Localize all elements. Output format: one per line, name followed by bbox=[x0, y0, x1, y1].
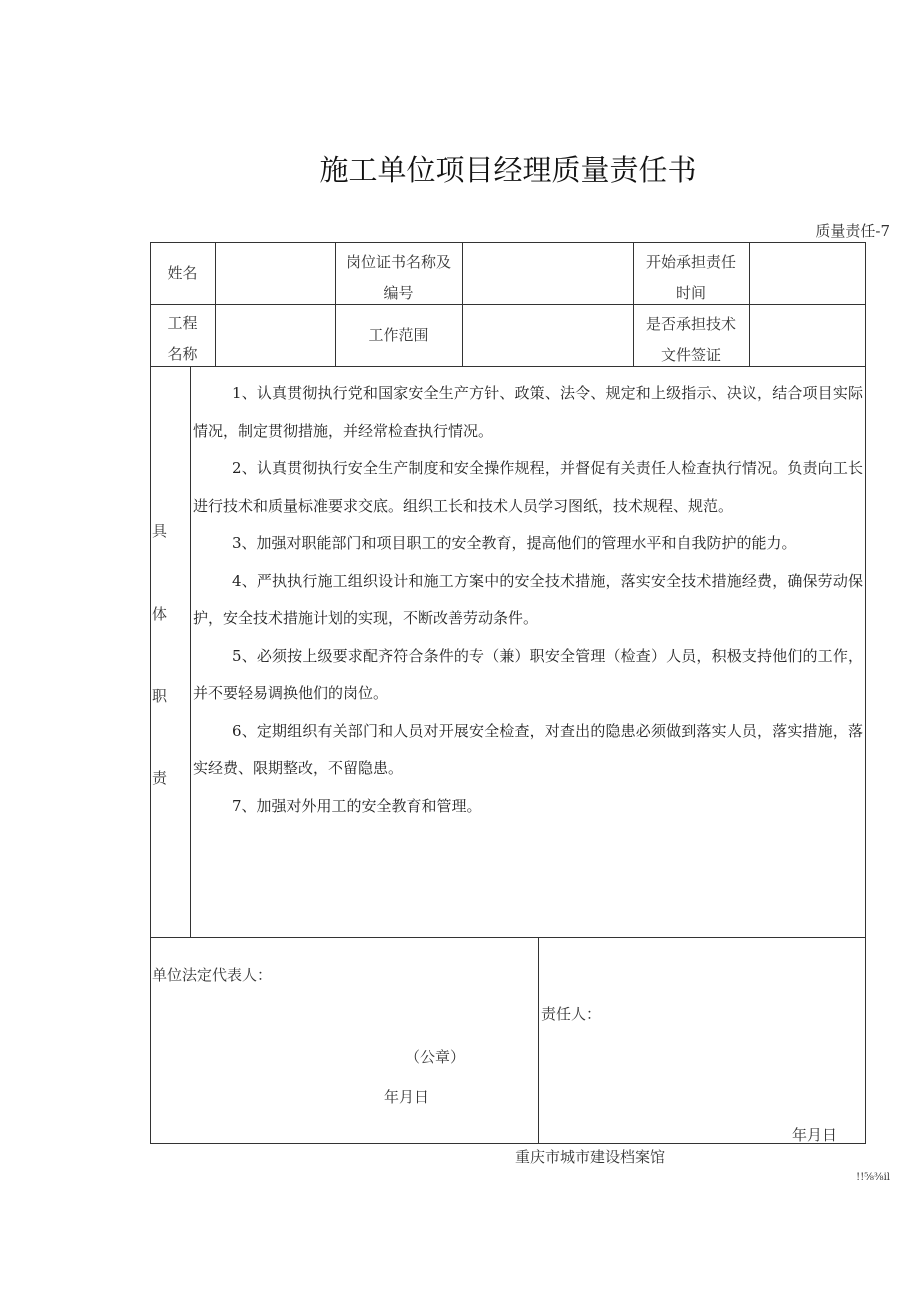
legal-rep-label: 单位法定代表人： bbox=[152, 966, 273, 984]
cert-label-line1: 岗位证书名称及 bbox=[345, 253, 451, 271]
duties-side-char-2: 体 bbox=[152, 605, 168, 623]
table-border-right bbox=[865, 242, 866, 1144]
seal-label: （公章） bbox=[405, 1048, 466, 1066]
duty-item-5: 5、必须按上级要求配齐符合条件的专（兼）职安全管理（检查）人员，积极支持他们的工作，并不要轻易调换他们的岗位。 bbox=[193, 646, 863, 702]
table-border-top bbox=[150, 242, 866, 243]
scope-label: 工作范围 bbox=[368, 326, 429, 344]
duty-item-6: 6、定期组织有关部门和人员对开展安全检查，对查出的隐患必须做到落实人员，落实措施，落实经费、限期整改，不留隐患。 bbox=[193, 721, 863, 777]
archive-footer: 重庆市城市建设档案馆 bbox=[515, 1148, 666, 1166]
table-border-left bbox=[150, 242, 151, 1144]
duties-side-char-1: 具 bbox=[152, 522, 168, 540]
table-row-divider-2 bbox=[150, 366, 866, 367]
page-mark: !!⅝⅜il bbox=[856, 1172, 890, 1183]
duty-item-4: 4、严执执行施工组织设计和施工方案中的安全技术措施，落实安全技术措施经费，确保劳动保护，安全技术措施计划的实现，不断改善劳动条件。 bbox=[193, 571, 863, 627]
tech-label-line1: 是否承担技术 bbox=[645, 315, 736, 333]
project-label-line2: 名称 bbox=[167, 345, 198, 363]
tech-label-line2: 文件签证 bbox=[660, 346, 721, 364]
legal-date-label: 年月日 bbox=[384, 1088, 430, 1106]
header-col-divider-3 bbox=[462, 242, 463, 366]
responsible-label: 责任人： bbox=[541, 1005, 602, 1023]
duty-item-7: 7、加强对外用工的安全教育和管理。 bbox=[232, 796, 482, 815]
cert-label-line2: 编号 bbox=[383, 284, 414, 302]
project-label-line1: 工程 bbox=[167, 314, 198, 332]
duties-side-char-4: 责 bbox=[152, 769, 168, 787]
table-row-divider-1 bbox=[150, 304, 866, 305]
table-border-bottom bbox=[150, 1143, 866, 1144]
start-label-line2: 时间 bbox=[675, 284, 706, 302]
signature-divider bbox=[538, 937, 539, 1143]
start-label-line1: 开始承担责任 bbox=[645, 253, 736, 271]
duty-item-2: 2、认真贯彻执行安全生产制度和安全操作规程，并督促有关责任人检查执行情况。负责向工长进行技术和质量标准要求交底。组织工长和技术人员学习图纸，技术规程、规范。 bbox=[193, 459, 863, 515]
duties-side-char-3: 职 bbox=[152, 687, 168, 705]
document-title: 施工单位项目经理质量责任书 bbox=[319, 153, 697, 187]
duty-item-1: 1、认真贯彻执行党和国家安全生产方针、政策、法令、规定和上级指示、决议，结合项目实际情况，制定贯彻措施，并经常检查执行情况。 bbox=[193, 384, 863, 440]
header-col-divider-1 bbox=[215, 242, 216, 366]
duty-item-3: 3、加强对职能部门和项目职工的安全教育，提高他们的管理水平和自我防护的能力。 bbox=[232, 534, 797, 552]
header-col-divider-5 bbox=[749, 242, 750, 366]
responsible-date-label: 年月日 bbox=[792, 1126, 838, 1144]
document-code: 质量责任-7 bbox=[815, 222, 890, 240]
table-row-divider-3 bbox=[150, 937, 866, 938]
duties-list bbox=[193, 375, 863, 825]
duties-side-divider bbox=[190, 366, 191, 937]
name-label: 姓名 bbox=[167, 264, 198, 282]
